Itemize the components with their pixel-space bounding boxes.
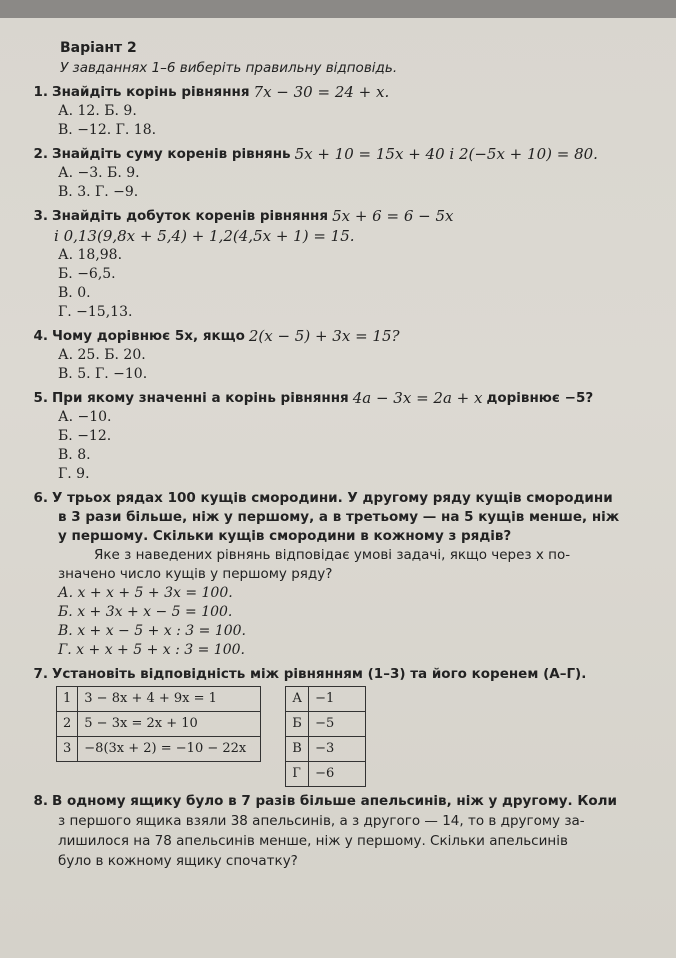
- root-letter: Г: [286, 762, 309, 787]
- question-subtext: Яке з наведених рівнянь відповідає умові задачі, якщо через x по-: [94, 547, 571, 563]
- page-content: [30, 38, 660, 871]
- question-text-tail: дорівнює −5?: [486, 390, 594, 406]
- question-text: У трьох рядах 100 кущів смородини. У другому ряду кущів смородини: [52, 490, 613, 506]
- table-row: [57, 687, 366, 712]
- variant-title: Варіант 2: [60, 40, 137, 56]
- question-number: 1.: [33, 84, 48, 100]
- equation-number: 2: [57, 712, 78, 737]
- question-text: Знайдіть суму коренів рівнянь: [52, 146, 291, 162]
- answer-option: Б. −6,5.: [58, 266, 116, 282]
- question-subtext: значено число кущів у першому ряду?: [58, 566, 333, 582]
- table-gap: [261, 712, 286, 737]
- equation-number: 1: [57, 687, 78, 712]
- empty-cell: [57, 762, 78, 787]
- question-equation: 4a − 3x = 2a + x: [352, 389, 483, 407]
- answer-option: А. −10.: [58, 409, 112, 425]
- answer-options: А. 12. Б. 9.: [58, 103, 137, 119]
- answer-options: В. 5. Г. −10.: [58, 366, 148, 382]
- answer-option: Б. x + 3x + x − 5 = 100.: [58, 604, 233, 620]
- answer-option: Г. 9.: [58, 466, 90, 482]
- answer-options: А. 25. Б. 20.: [58, 347, 146, 363]
- question-number: 3.: [33, 208, 48, 224]
- root-letter: А: [286, 687, 309, 712]
- table-row: [57, 762, 366, 787]
- equation-number: 3: [57, 737, 78, 762]
- question-equation: 5x + 6 = 6 − 5x: [332, 207, 454, 225]
- equation: −8(3x + 2) = −10 − 22x: [78, 737, 261, 762]
- answer-option: В. x + x − 5 + x : 3 = 100.: [58, 623, 247, 639]
- root-value: −3: [309, 737, 366, 762]
- top-shadow: [0, 0, 676, 18]
- question-text-line: з першого ящика взяли 38 апельсинів, а з другого — 14, то в другому за-: [58, 813, 585, 829]
- answer-option: Б. −12.: [58, 428, 112, 444]
- question-text-line: було в кожному ящику спочатку?: [58, 853, 298, 869]
- question-2: [30, 144, 660, 202]
- table-gap: [261, 737, 286, 762]
- question-3: [30, 206, 660, 322]
- question-equation: 2(x − 5) + 3x = 15?: [248, 327, 400, 345]
- question-equation: 5x + 10 = 15x + 40 і 2(−5x + 10) = 80.: [294, 145, 598, 163]
- empty-cell: [78, 762, 261, 787]
- table-gap: [261, 687, 286, 712]
- question-text-line: у першому. Скільки кущів смородини в кожному з рядів?: [58, 528, 512, 544]
- question-text: При якому значенні a корінь рівняння: [52, 390, 349, 406]
- equation: 5 − 3x = 2x + 10: [78, 712, 261, 737]
- question-number: 6.: [33, 490, 48, 506]
- table-gap: [261, 762, 286, 787]
- question-7: [30, 664, 660, 787]
- question-5: [30, 388, 660, 484]
- answer-option: В. 8.: [58, 447, 91, 463]
- question-text: Знайдіть корінь рівняння: [52, 84, 250, 100]
- answer-option: Г. x + x + 5 + x : 3 = 100.: [58, 642, 245, 658]
- equation: 3 − 8x + 4 + 9x = 1: [78, 687, 261, 712]
- question-text-line: лишилося на 78 апельсинів менше, ніж у першому. Скільки апельсинів: [58, 833, 568, 849]
- answer-option: Г. −15,13.: [58, 304, 133, 320]
- root-letter: Б: [286, 712, 309, 737]
- root-value: −5: [309, 712, 366, 737]
- table-row: [57, 737, 366, 762]
- answer-option: А. 18,98.: [58, 247, 123, 263]
- question-4: [30, 326, 660, 384]
- table-row: [57, 712, 366, 737]
- answer-options: А. −3. Б. 9.: [58, 165, 140, 181]
- question-number: 4.: [33, 328, 48, 344]
- matching-table: [56, 686, 366, 787]
- question-text: Чому дорівнює 5x, якщо: [52, 328, 245, 344]
- question-text: Установіть відповідність між рівнянням (1–3) та його коренем (А–Г).: [52, 666, 587, 682]
- question-equation-continued: і 0,13(9,8x + 5,4) + 1,2(4,5x + 1) = 15.: [54, 227, 355, 245]
- root-value: −6: [309, 762, 366, 787]
- question-number: 7.: [33, 666, 48, 682]
- question-number: 8.: [33, 793, 48, 809]
- question-text-line: в 3 рази більше, ніж у першому, а в третьому — на 5 кущів менше, ніж: [58, 509, 620, 525]
- root-value: −1: [309, 687, 366, 712]
- question-8: [30, 791, 660, 871]
- answer-options: В. −12. Г. 18.: [58, 122, 157, 138]
- question-1: [30, 82, 660, 140]
- instruction: У завданнях 1–6 виберіть правильну відповідь.: [60, 60, 398, 76]
- question-equation: 7x − 30 = 24 + x.: [253, 83, 390, 101]
- answer-option: В. 0.: [58, 285, 91, 301]
- question-number: 5.: [33, 390, 48, 406]
- question-text: Знайдіть добуток коренів рівняння: [52, 208, 329, 224]
- question-number: 2.: [33, 146, 48, 162]
- root-letter: В: [286, 737, 309, 762]
- question-text: В одному ящику було в 7 разів більше апельсинів, ніж у другому. Коли: [52, 793, 618, 809]
- question-6: [30, 488, 660, 660]
- answer-options: В. 3. Г. −9.: [58, 184, 139, 200]
- answer-option: А. x + x + 5 + 3x = 100.: [58, 585, 233, 601]
